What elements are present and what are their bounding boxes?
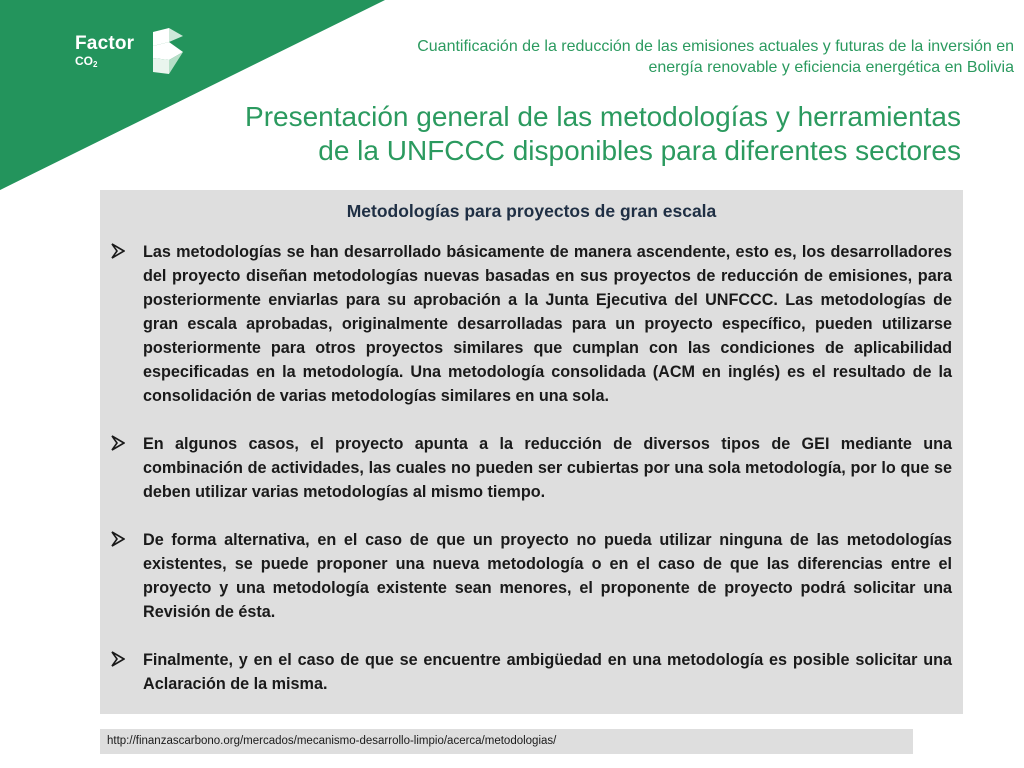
bullet-text: De forma alternativa, en el caso de que un proyecto no pueda utilizar ninguna de las metodologías existentes, se puede proponer una nueva metodología o en el caso de que las diferencias entre el proyecto y una metodología existente sean menores, el proponente de proyecto podrá solicitar una Revisión de ésta.: [143, 531, 952, 621]
header-subtitle-line-2: energía renovable y eficiencia energética en Bolivia: [648, 59, 1014, 76]
logo-co2: [75, 54, 97, 72]
arrow-bullet-icon: [111, 435, 125, 451]
arrow-bullet-icon: [111, 243, 125, 259]
header-subtitle: [294, 36, 1014, 78]
bullet-text: Las metodologías se han desarrollado básicamente de manera ascendente, esto es, los desarrolladores del proyecto diseñan metodologías nuevas basadas en sus proyectos de reducción de emisiones, para posteriormente enviarlas para su aprobación a la Junta Ejecutiva del UNFCCC. Las metodologías de gran escala aprobadas, originalmente desarrolladas para un proyecto específico, pueden utilizarse posteriormente para otros proyectos similares que cumplan con las condiciones de aplicabilidad especificadas en la metodología. Una metodología consolidada (ACM en inglés) es el resultado de la consolidación de varias metodologías similares en una sola.: [143, 243, 952, 405]
bullet-item: [111, 432, 952, 504]
bullet-item: [111, 240, 952, 408]
slide-title-line-1: Presentación general de las metodologías y herramientas: [245, 101, 961, 132]
bullet-item: [111, 528, 952, 624]
logo-co2-text: CO: [75, 54, 93, 68]
slide-title-line-2: de la UNFCCC disponibles para diferentes sectores: [318, 135, 961, 166]
content-heading: Metodologías para proyectos de gran escala: [346, 201, 717, 221]
header-subtitle-line-1: Cuantificación de la reducción de las emisiones actuales y futuras de la inversión en: [417, 38, 1014, 55]
content-box: [100, 190, 963, 714]
logo-wordmark: Factor: [75, 33, 135, 54]
bullet-item: [111, 648, 952, 696]
logo-co2-subscript: 2: [93, 60, 98, 69]
factor-co2-logo[interactable]: [75, 30, 195, 80]
bullet-list: [111, 240, 952, 696]
bullet-text: Finalmente, y en el caso de que se encuentre ambigüedad en una metodología es posible solicitar una Aclaración de la misma.: [143, 651, 952, 693]
source-bar: [100, 729, 913, 754]
arrow-bullet-icon: [111, 531, 125, 547]
arrow-bullet-icon: [111, 651, 125, 667]
bullet-text: En algunos casos, el proyecto apunta a la reducción de diversos tipos de GEI mediante una combinación de actividades, las cuales no pueden ser cubiertas por una sola metodología, por lo que se deben utilizar varias metodologías al mismo tiempo.: [143, 435, 952, 501]
slide-title: [141, 100, 961, 168]
source-link[interactable]: http://finanzascarbono.org/mercados/mecanismo-desarrollo-limpio/acerca/metodologias/: [107, 735, 557, 747]
factor-co2-arrow-icon: [151, 28, 185, 76]
